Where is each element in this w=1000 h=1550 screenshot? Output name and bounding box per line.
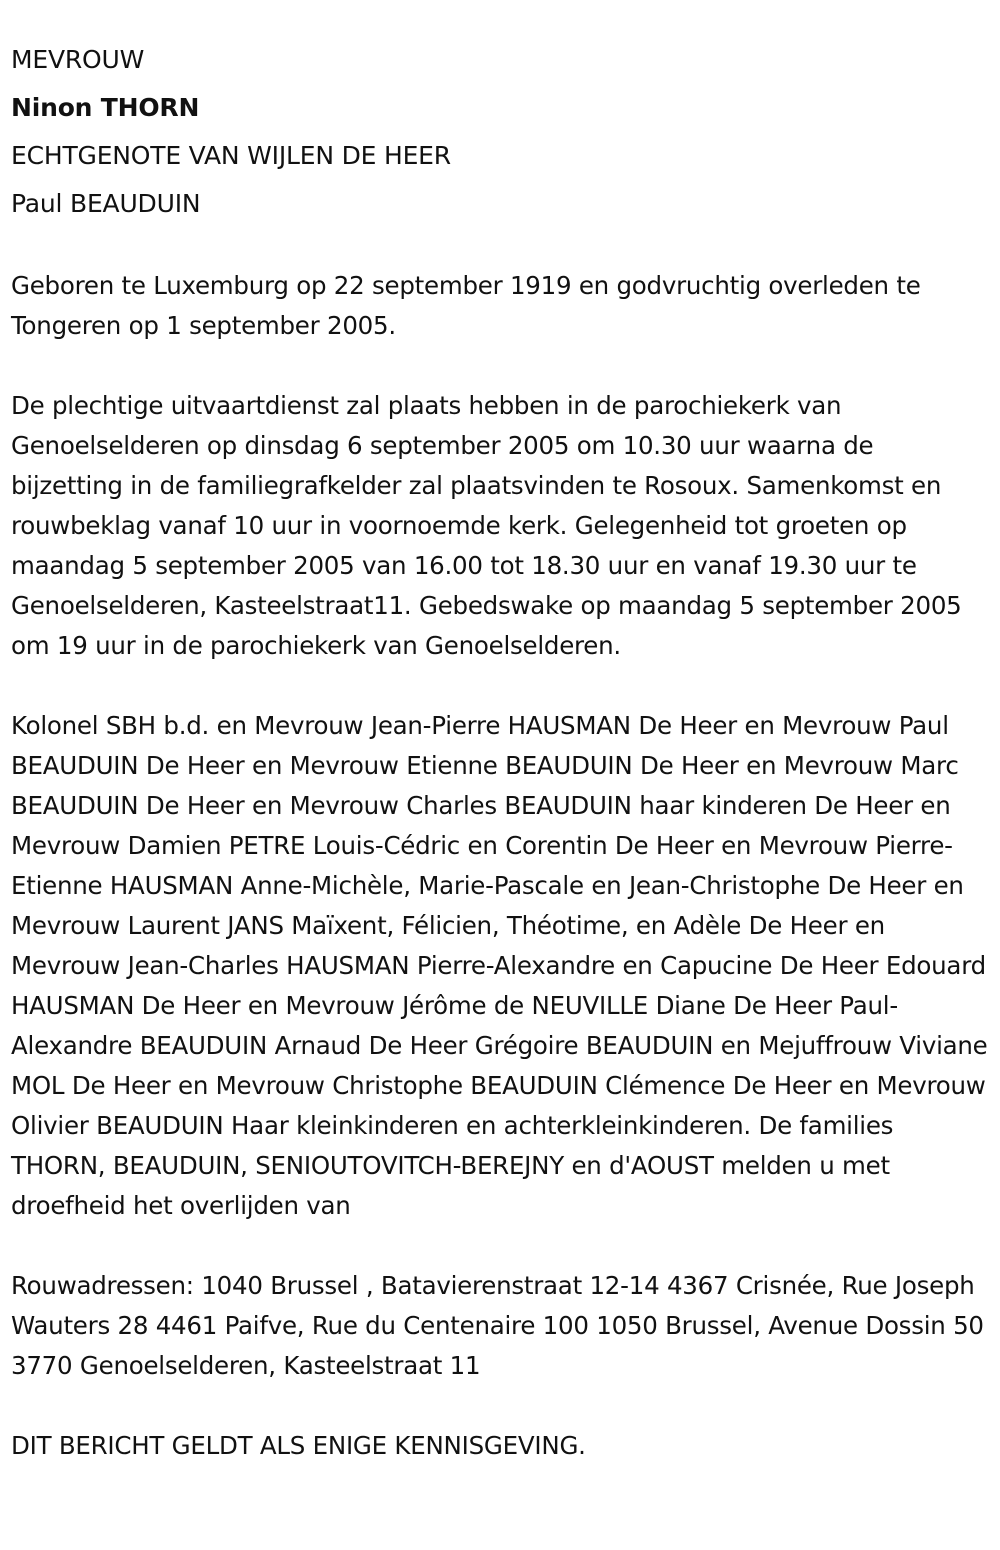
addresses-paragraph: Rouwadressen: 1040 Brussel , Batavierenstraat 12-14 4367 Crisnée, Rue Joseph Wauters 28 4461 Paifve, Rue du Centenaire 100 1050 Brussel, Avenue Dossin 50 3770 Genoelselderen, Kasteelstraat 11	[11, 1271, 984, 1380]
relation-line: ECHTGENOTE VAN WIJLEN DE HEER	[11, 141, 451, 170]
family-paragraph: Kolonel SBH b.d. en Mevrouw Jean-Pierre HAUSMAN De Heer en Mevrouw Paul BEAUDUIN De Heer en Mevrouw Etienne BEAUDUIN De Heer en Mevrouw Marc BEAUDUIN De Heer en Mevrouw Charles BEAUDUIN haar kinderen De Heer en Mevrouw Damien PETRE Louis-Cédric en Corentin De Heer en Mevrouw Pierre-Etienne HAUSMAN Anne-Michèle, Marie-Pascale en Jean-Christophe De Heer en Mevrouw Laurent JANS Maïxent, Félicien, Théotime, en Adèle De Heer en Mevrouw Jean-Charles HAUSMAN Pierre-Alexandre en Capucine De Heer Edouard HAUSMAN De Heer en Mevrouw Jérôme de NEUVILLE Diane De Heer Paul-Alexandre BEAUDUIN Arnaud De Heer Grégoire BEAUDUIN en Mejuffrouw Viviane MOL De Heer en Mevrouw Christophe BEAUDUIN Clémence De Heer en Mevrouw Olivier BEAUDUIN Haar kleinkinderen en achterkleinkinderen. De families THORN, BEAUDUIN, SENIOUTOVITCH-BEREJNY en d'AOUST melden u met droefheid het overlijden van	[11, 711, 988, 1220]
spacer	[11, 1226, 990, 1266]
deceased-name: Ninon THORN	[11, 93, 200, 122]
spouse-name: Paul BEAUDUIN	[11, 189, 201, 218]
spacer	[11, 346, 990, 386]
title-line: MEVROUW	[11, 45, 145, 74]
spacer	[11, 666, 990, 706]
closing-notice: DIT BERICHT GELDT ALS ENIGE KENNISGEVING.	[11, 1431, 586, 1460]
spacer	[11, 228, 990, 266]
birth-death-paragraph: Geboren te Luxemburg op 22 september 1919 en godvruchtig overleden te Tongeren op 1 september 2005.	[11, 271, 921, 340]
spacer	[11, 1386, 990, 1426]
funeral-info-paragraph: De plechtige uitvaartdienst zal plaats hebben in de parochiekerk van Genoelselderen op dinsdag 6 september 2005 om 10.30 uur waarna de bijzetting in de familiegrafkelder zal plaatsvinden te Rosoux. Samenkomst en rouwbeklag vanaf 10 uur in voornoemde kerk. Gelegenheid tot groeten op maandag 5 september 2005 van 16.00 tot 18.30 uur en vanaf 19.30 uur te Genoelselderen, Kasteelstraat11. Gebedswake op maandag 5 september 2005 om 19 uur in de parochiekerk van Genoelselderen.	[11, 391, 962, 660]
